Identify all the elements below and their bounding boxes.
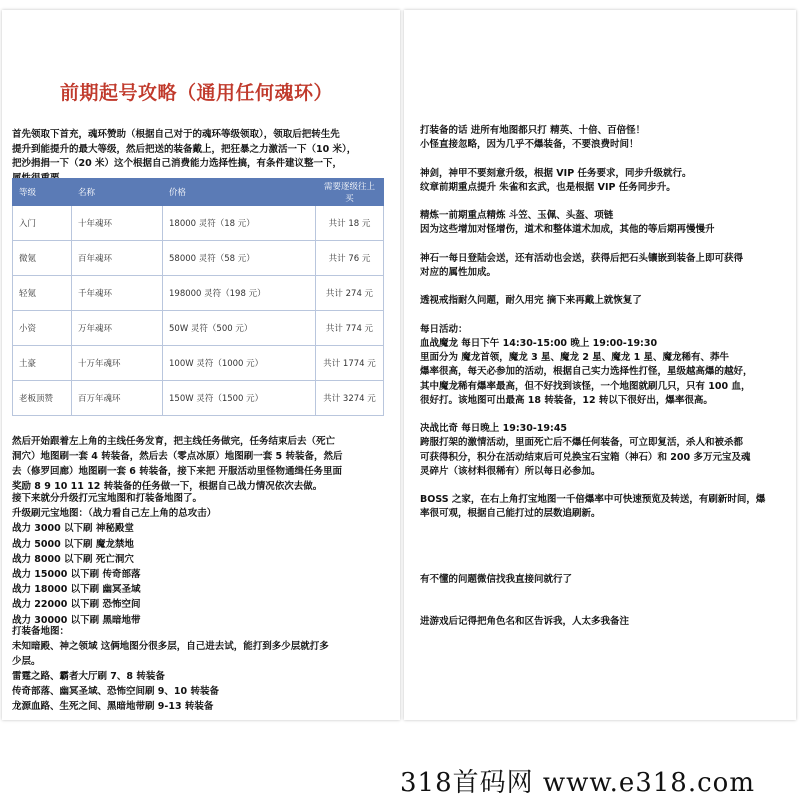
text-line: 首先领取下首充，魂环赞助（根据自己对于的魂环等级领取），领取后把转生先 xyxy=(12,129,340,140)
cell-price: 58000 灵符（58 元） xyxy=(163,241,316,276)
text-line: 决战比奇 每日晚上 19:30-19:45 xyxy=(420,423,568,435)
text-line: 打装备地图： xyxy=(12,626,70,637)
text-line: BOSS 之家，在右上角打宝地图一千倍爆率中可快速预览及转送，有刷新时间，爆 xyxy=(420,494,766,506)
text-line: 提升到能提升的最大等级，然后把送的装备戴上，把狂暴之力激活一下（10 米）， xyxy=(12,143,357,155)
tier-table xyxy=(12,178,384,416)
cell-total: 共计 274 元 xyxy=(316,276,384,311)
cell-level: 微氪 xyxy=(13,241,72,276)
col-header-name: 名称 xyxy=(72,179,163,206)
text-line: 雷霆之路、霸者大厅刷 7、8 转装备 xyxy=(12,671,165,682)
text-line: 里面分为 魔龙首领，魔龙 3 星、魔龙 2 星、魔龙 1 星、魔龙稀有、莽牛 xyxy=(420,352,729,364)
text-line: 小怪直接忽略，因为几乎不爆装备，不要浪费时间！ xyxy=(420,139,639,151)
cell-name: 千年魂环 xyxy=(72,276,163,311)
cell-price: 100W 灵符（1000 元） xyxy=(163,346,316,381)
table-row xyxy=(13,311,384,346)
text-line: 跨服打架的激情活动，里面死亡后不爆任何装备，可立即复活，杀人和被杀都 xyxy=(420,437,744,449)
text-line: 少层。 xyxy=(12,656,41,667)
text-line: 去（修罗回廊）地图刷一套 6 转装备，接下来把 开服活动里怪物通缉任务里面 xyxy=(12,466,343,477)
contact-note: 有不懂的问题微信找我直接问就行了 xyxy=(420,574,573,585)
reminder-note: 进游戏后记得把角色名和区告诉我，人太多我备注 xyxy=(420,616,630,627)
text-line: 打装备的话 进所有地图都只打 精英、十倍、百倍怪！ xyxy=(420,125,646,136)
table-header-row xyxy=(13,179,384,206)
cell-name: 百万年魂环 xyxy=(72,381,163,416)
text-line: 接下来就分升级打元宝地图和打装备地图了。 xyxy=(12,493,203,504)
col-header-level: 等级 xyxy=(13,179,72,206)
page-title: 前期起号攻略（通用任何魂环） xyxy=(60,82,334,104)
text-line: 透视戒指耐久问题，耐久用完 摘下来再戴上就恢复了 xyxy=(420,295,642,307)
text-line: 很好打。该地图可出最高 18 转装备，12 转以下很好出，爆率很高。 xyxy=(420,394,713,406)
cell-total: 共计 3274 元 xyxy=(316,381,384,416)
text-line: 战力 3000 以下刷 神秘殿堂 xyxy=(12,523,134,535)
text-line: 未知暗殿、神之领域 这俩地图分很多层，自己进去试，能打到多少层就打多 xyxy=(12,641,329,652)
table-row xyxy=(13,276,384,311)
text-line: 精炼一前期重点精炼 斗笠、玉佩、头盔、项链 xyxy=(420,210,614,222)
cell-name: 万年魂环 xyxy=(72,311,163,346)
table-row xyxy=(13,381,384,416)
text-line: 纹章前期重点提升 朱雀和玄武，也是根据 VIP 任务同步升。 xyxy=(420,181,676,193)
text-line: 龙源血路、生死之间、黑暗地带刷 9-13 转装备 xyxy=(12,701,214,712)
col-header-price: 价格 xyxy=(163,179,316,206)
text-line: 升级刷元宝地图：（战力看自己左上角的总攻击） xyxy=(12,508,217,520)
cell-price: 198000 灵符（198 元） xyxy=(163,276,316,311)
cell-total: 共计 1774 元 xyxy=(316,346,384,381)
text-line: 因为这些增加对怪增伤，道术和整体道术加成，其他的等后期再慢慢升 xyxy=(420,224,715,236)
text-line: 神石一每日登陆会送，还有活动也会送，获得后把石头镶嵌到装备上即可获得 xyxy=(420,252,744,264)
text-line: 奖励 8 9 10 11 12 转装备的任务做一下，根据自己战力情况依次去做。 xyxy=(12,481,323,492)
cell-price: 50W 灵符（500 元） xyxy=(163,311,316,346)
text-line: 然后开始跟着左上角的主线任务发育，把主线任务做完，任务结束后去（死亡 xyxy=(12,436,336,447)
table-row xyxy=(13,346,384,381)
text-line: 爆率很高，每天必参加的活动，根据自己实力选择性打怪，星级越高爆的越好， xyxy=(420,366,753,378)
text-line: 血战魔龙 每日下午 14:30-15:00 晚上 19:00-19:30 xyxy=(420,338,658,349)
text-line: 把沙捐捐一下（20 米）这个根据自己消费能力选择性搞，有条件建议整一下， xyxy=(12,158,343,169)
text-line: 对应的属性加成。 xyxy=(420,267,497,278)
text-line: 战力 5000 以下刷 魔龙禁地 xyxy=(12,538,134,550)
text-line: 其中魔龙稀有爆率最高，但不好找到该怪，一个地图就刷几只，只有 100 血， xyxy=(420,380,751,392)
cell-level: 轻氪 xyxy=(13,276,72,311)
text-line: 战力 15000 以下刷 传奇部落 xyxy=(12,569,141,580)
cell-level: 入门 xyxy=(13,206,72,241)
text-line: 传奇部落、幽冥圣域、恐怖空间刷 9、10 转装备 xyxy=(12,686,219,697)
text-line: 战力 18000 以下刷 幽冥圣域 xyxy=(12,584,141,596)
cell-name: 十万年魂环 xyxy=(72,346,163,381)
table-row xyxy=(13,241,384,276)
cell-price: 18000 灵符（18 元） xyxy=(163,206,316,241)
cell-price: 150W 灵符（1500 元） xyxy=(163,381,316,416)
text-line: 每日活动： xyxy=(420,323,468,335)
cell-level: 老板顶赞 xyxy=(13,381,72,416)
cell-level: 小资 xyxy=(13,311,72,346)
cell-name: 百年魂环 xyxy=(72,241,163,276)
text-line: 战力 8000 以下刷 死亡洞穴 xyxy=(12,553,134,565)
text-line: 灵碎片（该材料很稀有）所以每日必参加。 xyxy=(420,465,601,477)
text-line: 洞穴）地图刷一套 4 转装备，然后去（零点冰原）地图刷一套 5 转装备，然后 xyxy=(12,451,343,462)
cell-total: 共计 76 元 xyxy=(316,241,384,276)
cell-name: 十年魂环 xyxy=(72,206,163,241)
table-row xyxy=(13,206,384,241)
text-line: 率很可观，根据自己能打过的层数追刷新。 xyxy=(420,508,601,520)
col-header-total: 需要逐级往上买 xyxy=(316,179,384,206)
text-line: 战力 30000 以下刷 黑暗地带 xyxy=(12,614,141,626)
text-line: 战力 22000 以下刷 恐怖空间 xyxy=(12,599,141,611)
text-line: 可获得积分，积分在活动结束后可兑换宝石宝箱（神石）和 200 多万元宝及魂 xyxy=(420,451,751,463)
site-watermark: 318首码网 www.e318.com xyxy=(400,768,755,798)
text-line: 神剑，神甲不要刻意升级，根据 VIP 任务要求，同步升级就行。 xyxy=(420,167,692,179)
cell-total: 共计 18 元 xyxy=(316,206,384,241)
cell-level: 土豪 xyxy=(13,346,72,381)
cell-total: 共计 774 元 xyxy=(316,311,384,346)
